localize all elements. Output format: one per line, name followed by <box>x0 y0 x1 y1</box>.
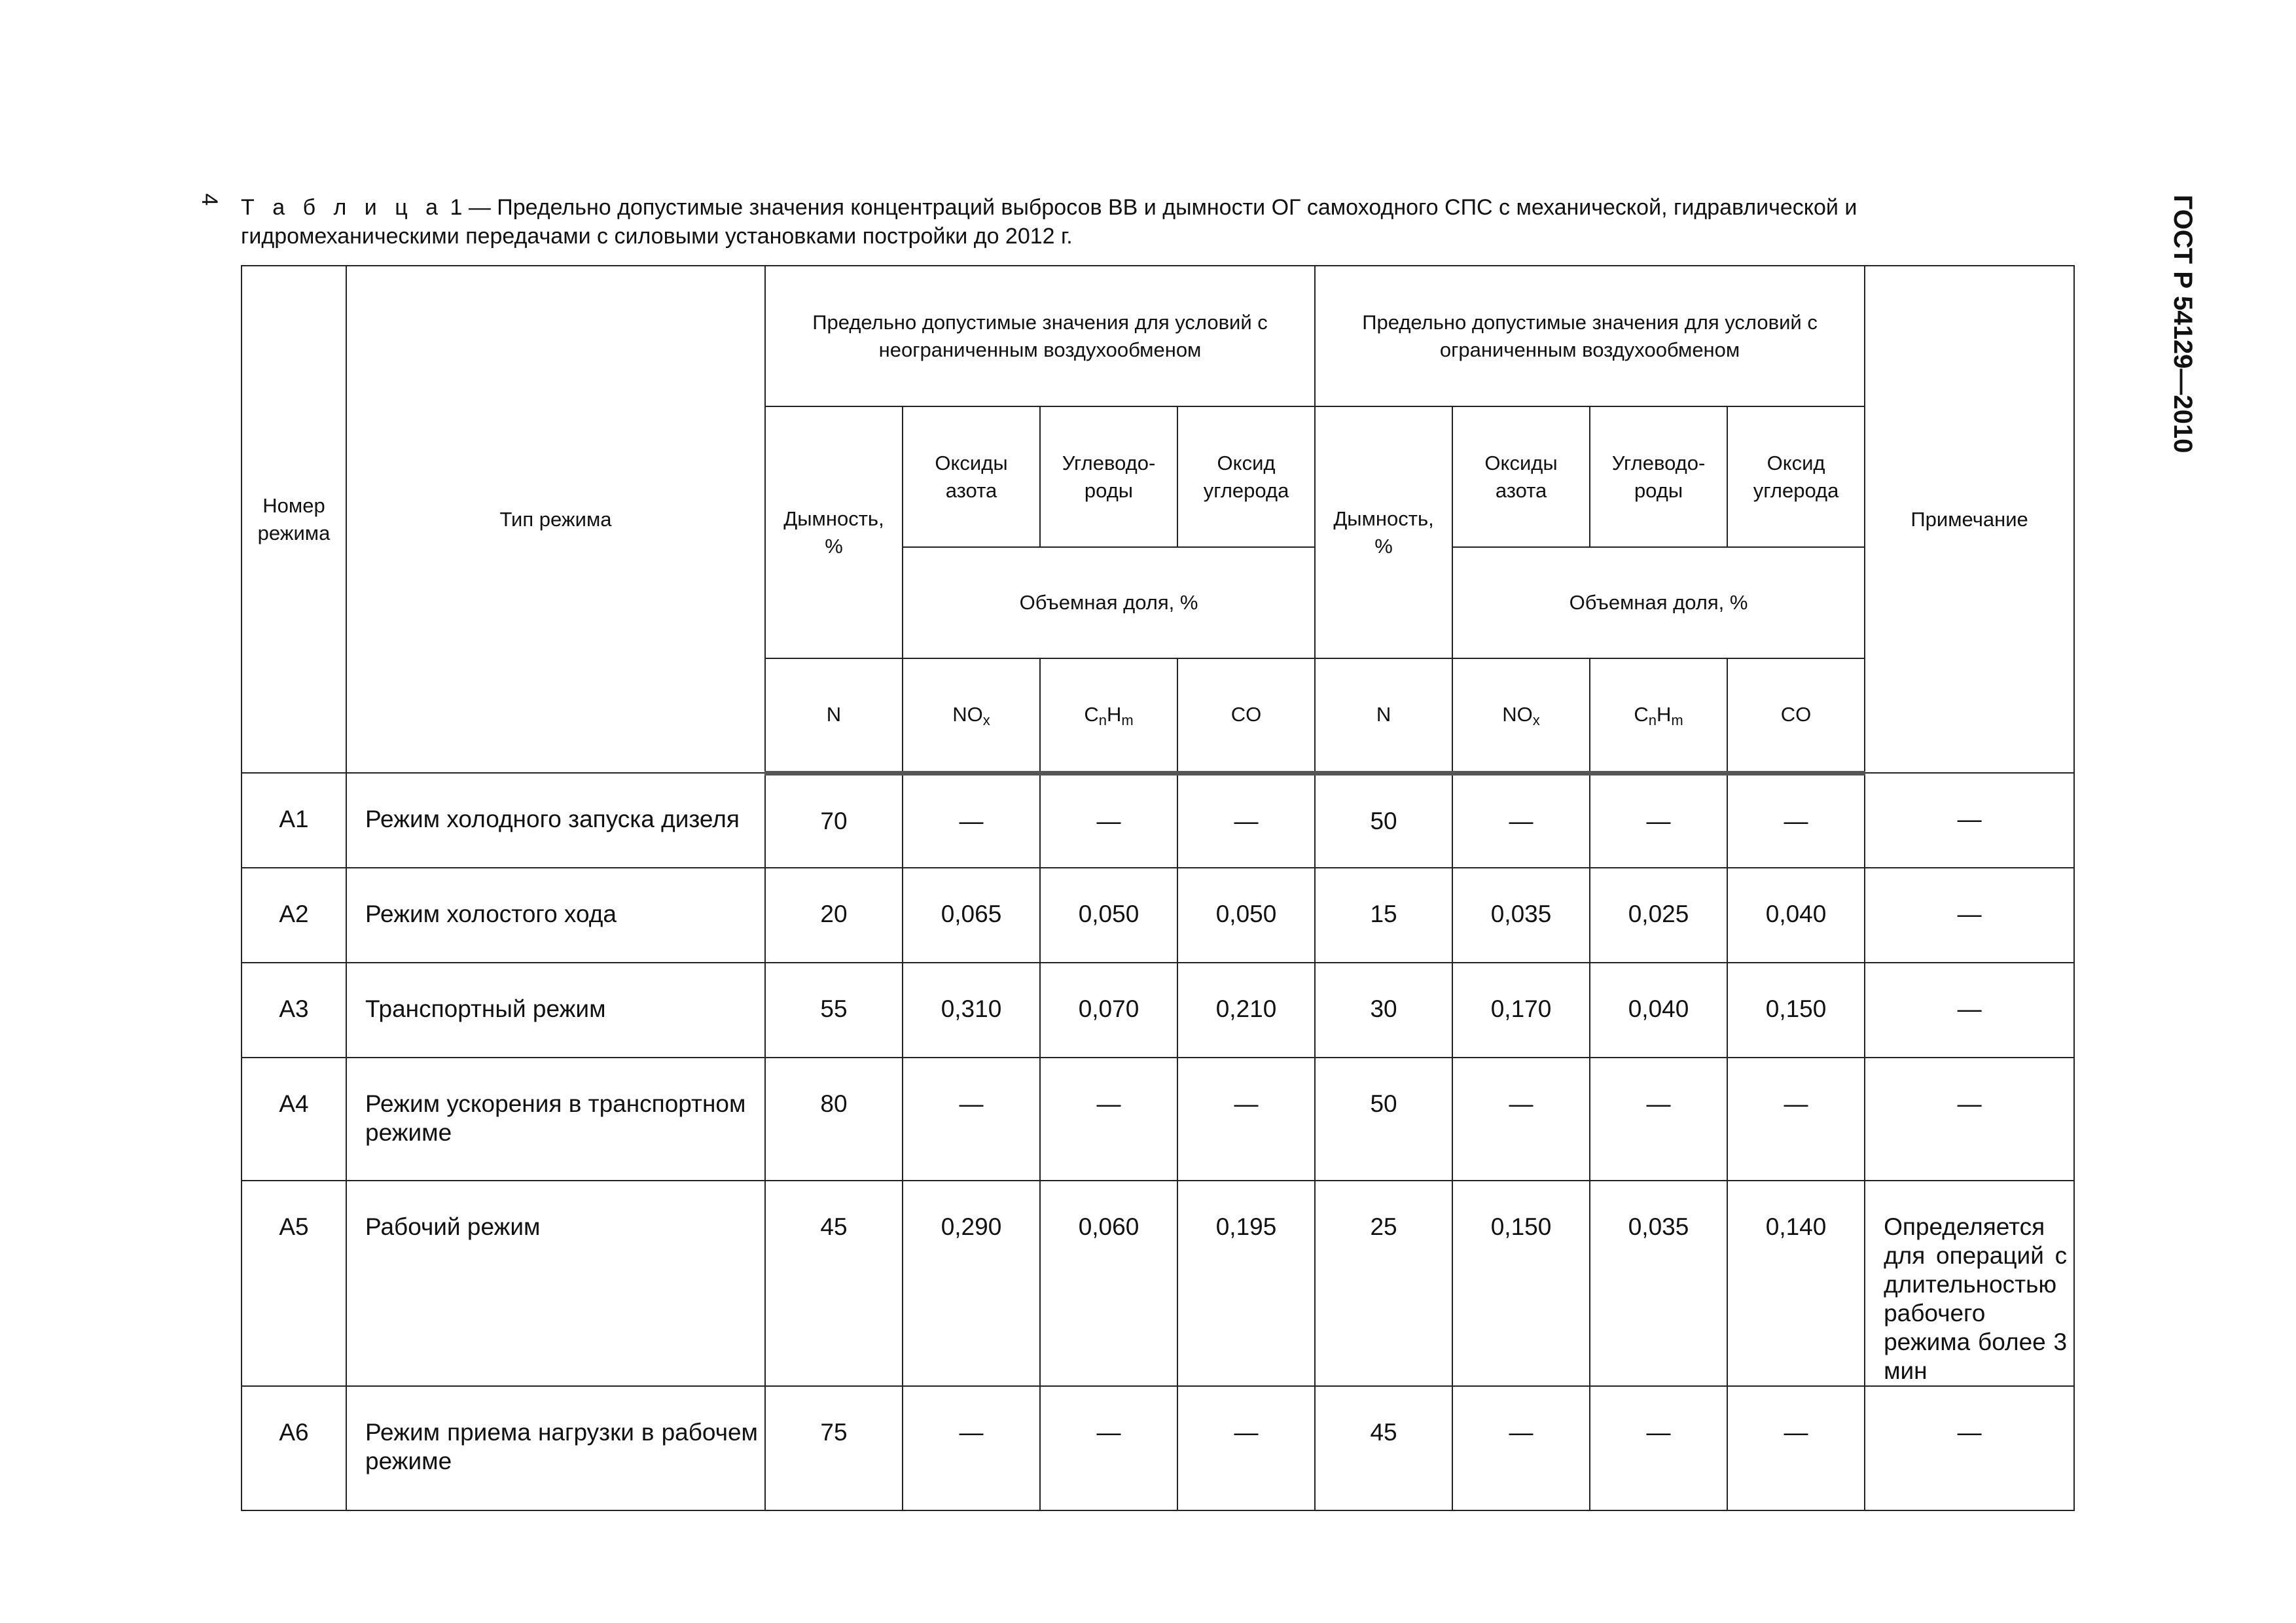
cell-mode-type: Режим холодного запуска дизеля <box>346 773 765 868</box>
page-number: 4 <box>197 193 222 206</box>
cell-note: Определяется для операций с длительностью рабочего режима более 3 мин <box>1865 1181 2074 1386</box>
header-hc-limited: Углеводо-роды <box>1590 406 1727 547</box>
cell-nox-limited: 0,150 <box>1452 1181 1590 1386</box>
table-row <box>242 773 2074 868</box>
cell-note: — <box>1865 963 2074 1058</box>
cell-co-unlimited: 0,195 <box>1177 1181 1315 1386</box>
symbol-text: H <box>1656 703 1672 726</box>
cell-mode-type: Транспортный режим <box>346 963 765 1058</box>
cell-nox-unlimited: — <box>903 1058 1040 1181</box>
header-mode-type: Тип режима <box>346 266 765 773</box>
header-volume-fraction-unlimited: Объемная доля, % <box>903 547 1315 658</box>
header-group-limited: Предельно допустимые значения для условий с ограниченным воздухообменом <box>1315 266 1865 406</box>
symbol-subscript: n <box>1648 712 1657 729</box>
header-co-limited: Оксид углерода <box>1727 406 1865 547</box>
header-hc-unlimited: Углеводо-роды <box>1040 406 1177 547</box>
cell-smoke-unlimited: 75 <box>765 1386 903 1510</box>
symbol-subscript: x <box>982 712 990 729</box>
cell-co-unlimited: — <box>1177 773 1315 868</box>
cell-nox-unlimited: 0,065 <box>903 868 1040 963</box>
table-header-row <box>242 266 2074 406</box>
header-nox-limited: Оксиды азота <box>1452 406 1590 547</box>
cell-hc-unlimited: 0,060 <box>1040 1181 1177 1386</box>
cell-co-unlimited: 0,050 <box>1177 868 1315 963</box>
cell-hc-unlimited: — <box>1040 1058 1177 1181</box>
header-smoke-unlimited: Дымность, % <box>765 406 903 658</box>
table-row <box>242 1386 2074 1510</box>
cell-co-limited: 0,150 <box>1727 963 1865 1058</box>
symbol-hc-limited <box>1590 658 1727 773</box>
table-row <box>242 1058 2074 1181</box>
cell-mode-number: А4 <box>242 1058 346 1181</box>
cell-mode-type: Рабочий режим <box>346 1181 765 1386</box>
cell-note: — <box>1865 1058 2074 1181</box>
cell-nox-unlimited: — <box>903 773 1040 868</box>
cell-co-limited: — <box>1727 773 1865 868</box>
symbol-text: C <box>1084 703 1099 726</box>
header-smoke-limited: Дымность, % <box>1315 406 1452 658</box>
symbol-text: C <box>1634 703 1649 726</box>
cell-co-unlimited: — <box>1177 1058 1315 1181</box>
cell-note: — <box>1865 1386 2074 1510</box>
table-caption-text: 1 — Предельно допустимые значения концентраций выбросов ВВ и дымности ОГ самоходного СПС с механической, гидравлической и гидромеханическими передачами с силовыми установками постройки до 2012 г. <box>241 195 1857 249</box>
table-caption <box>241 193 2073 251</box>
cell-mode-number: А2 <box>242 868 346 963</box>
cell-note: — <box>1865 868 2074 963</box>
cell-mode-type: Режим приема нагрузки в рабочем режиме <box>346 1386 765 1510</box>
cell-hc-unlimited: — <box>1040 1386 1177 1510</box>
cell-nox-limited: — <box>1452 773 1590 868</box>
cell-co-limited: — <box>1727 1058 1865 1181</box>
symbol-subscript: x <box>1532 712 1540 729</box>
cell-smoke-limited: 25 <box>1315 1181 1452 1386</box>
symbol-subscript: n <box>1098 712 1107 729</box>
cell-smoke-unlimited: 80 <box>765 1058 903 1181</box>
cell-hc-unlimited: 0,070 <box>1040 963 1177 1058</box>
cell-nox-limited: 0,170 <box>1452 963 1590 1058</box>
cell-nox-limited: — <box>1452 1058 1590 1181</box>
header-nox-unlimited: Оксиды азота <box>903 406 1040 547</box>
cell-mode-number: А5 <box>242 1181 346 1386</box>
cell-co-unlimited: — <box>1177 1386 1315 1510</box>
cell-smoke-limited: 15 <box>1315 868 1452 963</box>
symbol-subscript: m <box>1121 712 1134 729</box>
cell-smoke-limited: 45 <box>1315 1386 1452 1510</box>
cell-hc-unlimited: — <box>1040 773 1177 868</box>
cell-hc-limited: 0,025 <box>1590 868 1727 963</box>
cell-smoke-unlimited: 45 <box>765 1181 903 1386</box>
emission-limits-table <box>241 265 2075 1511</box>
header-mode-number: Номер режима <box>242 266 346 773</box>
cell-smoke-unlimited: 55 <box>765 963 903 1058</box>
cell-hc-limited: 0,035 <box>1590 1181 1727 1386</box>
cell-co-limited: 0,040 <box>1727 868 1865 963</box>
cell-hc-limited: 0,040 <box>1590 963 1727 1058</box>
cell-mode-type: Режим холостого хода <box>346 868 765 963</box>
cell-note: — <box>1865 773 2074 868</box>
cell-nox-limited: 0,035 <box>1452 868 1590 963</box>
cell-smoke-limited: 50 <box>1315 1058 1452 1181</box>
cell-nox-unlimited: 0,290 <box>903 1181 1040 1386</box>
cell-mode-number: А1 <box>242 773 346 868</box>
symbol-nox-unlimited <box>903 658 1040 773</box>
cell-hc-unlimited: 0,050 <box>1040 868 1177 963</box>
table-row <box>242 1181 2074 1386</box>
cell-smoke-unlimited: 70 <box>765 773 903 868</box>
cell-hc-limited: — <box>1590 1386 1727 1510</box>
header-co-unlimited: Оксид углерода <box>1177 406 1315 547</box>
symbol-co-unlimited: CO <box>1177 658 1315 773</box>
symbol-text: NO <box>952 703 983 726</box>
symbol-hc-unlimited <box>1040 658 1177 773</box>
cell-nox-unlimited: 0,310 <box>903 963 1040 1058</box>
cell-smoke-limited: 50 <box>1315 773 1452 868</box>
table-caption-label: Т а б л и ц а <box>241 195 444 220</box>
cell-mode-number: А3 <box>242 963 346 1058</box>
cell-mode-number: А6 <box>242 1386 346 1510</box>
header-note: Примечание <box>1865 266 2074 773</box>
cell-co-limited: 0,140 <box>1727 1181 1865 1386</box>
cell-co-unlimited: 0,210 <box>1177 963 1315 1058</box>
symbol-smoke-unlimited: N <box>765 658 903 773</box>
cell-mode-type: Режим ускорения в транспортном режиме <box>346 1058 765 1181</box>
cell-nox-limited: — <box>1452 1386 1590 1510</box>
table-row <box>242 868 2074 963</box>
symbol-subscript: m <box>1671 712 1683 729</box>
cell-nox-unlimited: — <box>903 1386 1040 1510</box>
symbol-text: NO <box>1502 703 1533 726</box>
symbol-text: H <box>1106 703 1122 726</box>
cell-co-limited: — <box>1727 1386 1865 1510</box>
symbol-co-limited: CO <box>1727 658 1865 773</box>
cell-smoke-unlimited: 20 <box>765 868 903 963</box>
cell-hc-limited: — <box>1590 773 1727 868</box>
symbol-nox-limited <box>1452 658 1590 773</box>
cell-smoke-limited: 30 <box>1315 963 1452 1058</box>
cell-hc-limited: — <box>1590 1058 1727 1181</box>
symbol-smoke-limited: N <box>1315 658 1452 773</box>
header-group-unlimited: Предельно допустимые значения для условий с неограниченным воздухообменом <box>765 266 1315 406</box>
table-row <box>242 963 2074 1058</box>
header-volume-fraction-limited: Объемная доля, % <box>1452 547 1865 658</box>
document-code: ГОСТ Р 54129—2010 <box>2168 194 2197 454</box>
